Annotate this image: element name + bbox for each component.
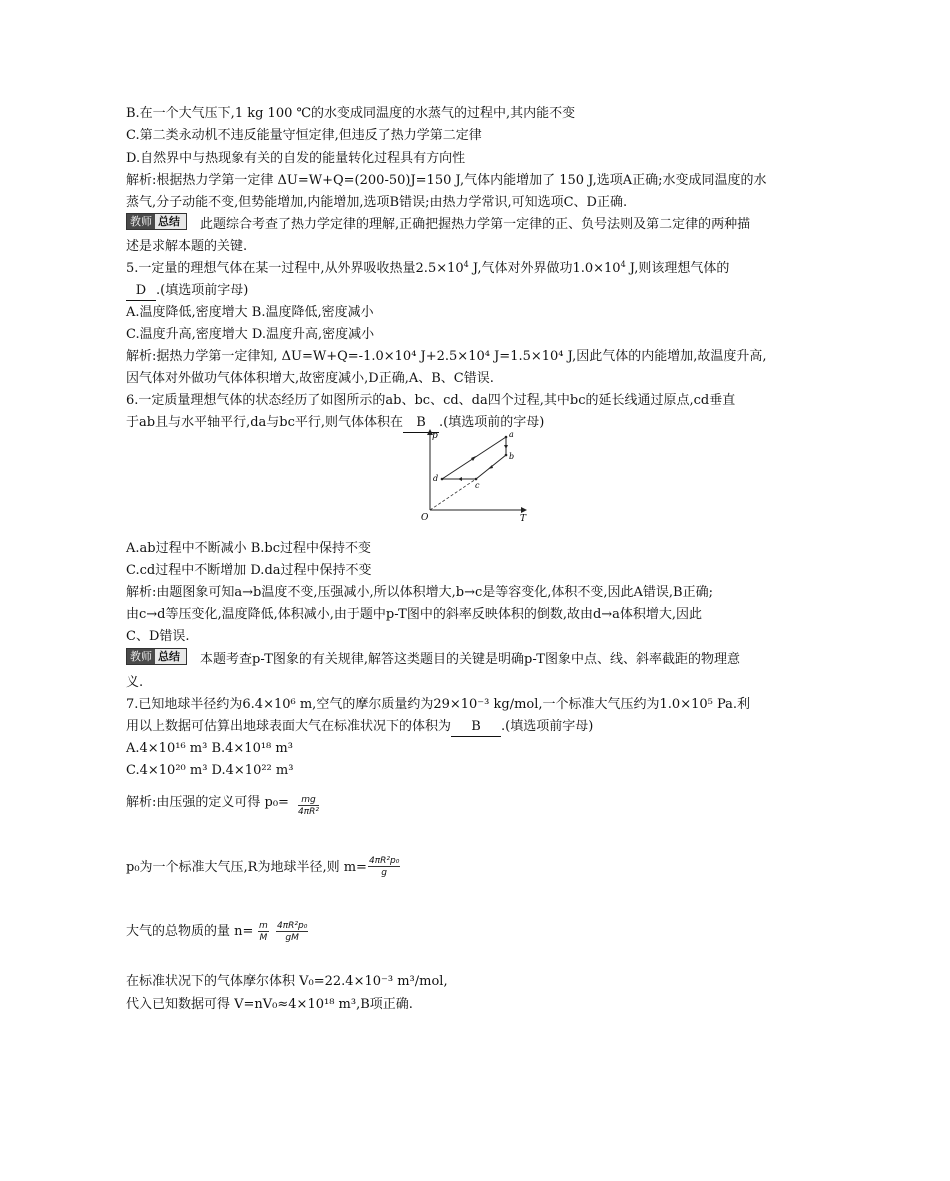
teacher-summary-badge: 教师 总结 <box>126 213 187 230</box>
question-6-stem: 6.一定质量理想气体的状态经历了如图所示的ab、bc、cd、da四个过程,其中bc的延长线通过原点,cd垂直 <box>126 393 736 408</box>
answer-blank: B <box>403 413 439 433</box>
answer-blank: D <box>126 281 156 301</box>
point-label-b: b <box>509 452 515 461</box>
question-5-options-ab: A.温度降低,密度增大 B.温度降低,密度减小 <box>126 305 374 320</box>
point-label-c: c <box>475 481 480 490</box>
origin-label: O <box>421 513 429 523</box>
formula-n-part1: $\frac{m}{M}$ <box>259 921 268 943</box>
answer-blank: B <box>451 717 501 737</box>
question-6-options-cd: C.cd过程中不断增加 D.da过程中保持不变 <box>126 563 372 578</box>
question-5-stem: 5.一定量的理想气体在某一过程中,从外界吸收热量$2.5\times 10^4$ J,气体对外界做功$1.0\times 10^4$ J,则该理想气体的 <box>126 260 730 276</box>
point-label-a: a <box>509 430 514 439</box>
point-label-d: d <box>433 474 439 483</box>
question-7-stem: 7.已知地球半径约为6.4×10⁶ m,空气的摩尔质量约为29×10⁻³ kg/mol,一个标准大气压约为1.0×10⁵ Pa.利 <box>126 697 751 712</box>
question-5-analysis-cont: 因气体对外做功气体体积增大,故密度减小,D正确,A、B、C错误. <box>126 371 494 386</box>
question-6-analysis-end: C、D错误. <box>126 629 190 644</box>
bc-extension-line <box>430 479 476 510</box>
question-6-analysis-cont: 由c→d等压变化,温度降低,体积减小,由于题中p-T图中的斜率反映体积的倒数,故由d→a体积增大,因此 <box>126 607 703 622</box>
formula-m: $\frac{\text{4πR²p₀}}{g}$ <box>369 856 400 878</box>
p-t-graph <box>418 428 534 524</box>
question-7-options-cd: C.4×10²⁰ m³ D.4×10²² m³ <box>126 763 294 778</box>
question-6-stem-cont: 于ab且与水平轴平行,da与bc平行,则气体体积在 B .(填选项前的字母) <box>126 413 544 433</box>
question-7-analysis-mass: p₀为一个标准大气压,R为地球半径,则 m= <box>126 860 367 875</box>
summary-text-cont: 述是求解本题的关键. <box>126 239 248 254</box>
option-c-text: C.第二类永动机不违反能量守恒定律,但违反了热力学第二定律 <box>126 128 482 143</box>
question-5-stem-cont: D .(填选项前字母) <box>126 281 248 301</box>
summary-text-2-cont: 义. <box>126 675 144 690</box>
option-d-text: D.自然界中与热现象有关的自发的能量转化过程具有方向性 <box>126 151 466 166</box>
question-7-stem-cont: 用以上数据可估算出地球表面大气在标准状况下的体积为 B .(填选项前字母) <box>126 717 593 737</box>
question-5-analysis: 解析:据热力学第一定律知, ΔU=W+Q=-1.0×10⁴ J+2.5×10⁴ J=1.5×10⁴ J,因此气体的内能增加,故温度升高, <box>126 349 767 364</box>
axis-label-p: p <box>432 431 438 441</box>
formula-n-part2: $\frac{\text{4πR²p₀}}{gM}$ <box>277 921 308 943</box>
summary-text: 此题综合考查了热力学定律的理解,正确把握热力学第一定律的正、负号法则及第二定律的两种描 <box>200 217 751 232</box>
question-5-options-cd: C.温度升高,密度增大 D.温度升高,密度减小 <box>126 327 375 342</box>
question-7-options-ab: A.4×10¹⁶ m³ B.4×10¹⁸ m³ <box>126 741 293 756</box>
summary-text-2: 本题考查p-T图象的有关规律,解答这类题目的关键是明确p-T图象中点、线、斜率截距的物理意 <box>200 652 740 667</box>
analysis-text-cont: 蒸气,分子动能不变,但势能增加,内能增加,选项B错误;由热力学常识,可知选项C、D正确. <box>126 195 628 210</box>
formula-p0: $\frac{mg}{\text{4πR²}}$ <box>298 795 320 817</box>
molar-volume-text: 在标准状况下的气体摩尔体积 V₀=22.4×10⁻³ m³/mol, <box>126 974 448 989</box>
teacher-summary-badge-2: 教师 总结 <box>126 648 187 665</box>
question-7-analysis: 解析:由压强的定义可得 p₀= <box>126 795 289 810</box>
axis-label-t: T <box>520 514 527 524</box>
arrow-cd <box>458 477 462 481</box>
arrow-ab <box>504 445 508 449</box>
question-7-analysis-moles: 大气的总物质的量 n= <box>126 924 254 939</box>
analysis-text: 解析:根据热力学第一定律 ΔU=W+Q=(200-50)J=150 J,气体内能增加了 150 J,选项A正确;水变成同温度的水 <box>126 173 767 188</box>
question-6-options-ab: A.ab过程中不断减小 B.bc过程中保持不变 <box>126 541 372 556</box>
arrow-da <box>471 456 476 461</box>
option-b-text: B.在一个大气压下,1 kg 100 ℃的水变成同温度的水蒸气的过程中,其内能不变 <box>126 106 576 121</box>
final-answer-text: 代入已知数据可得 V=nV₀≈4×10¹⁸ m³,B项正确. <box>126 997 413 1012</box>
question-6-analysis: 解析:由题图象可知a→b温度不变,压强减小,所以体积增大,b→c是等容变化,体积不变,因此A错误,B正确; <box>126 585 713 600</box>
